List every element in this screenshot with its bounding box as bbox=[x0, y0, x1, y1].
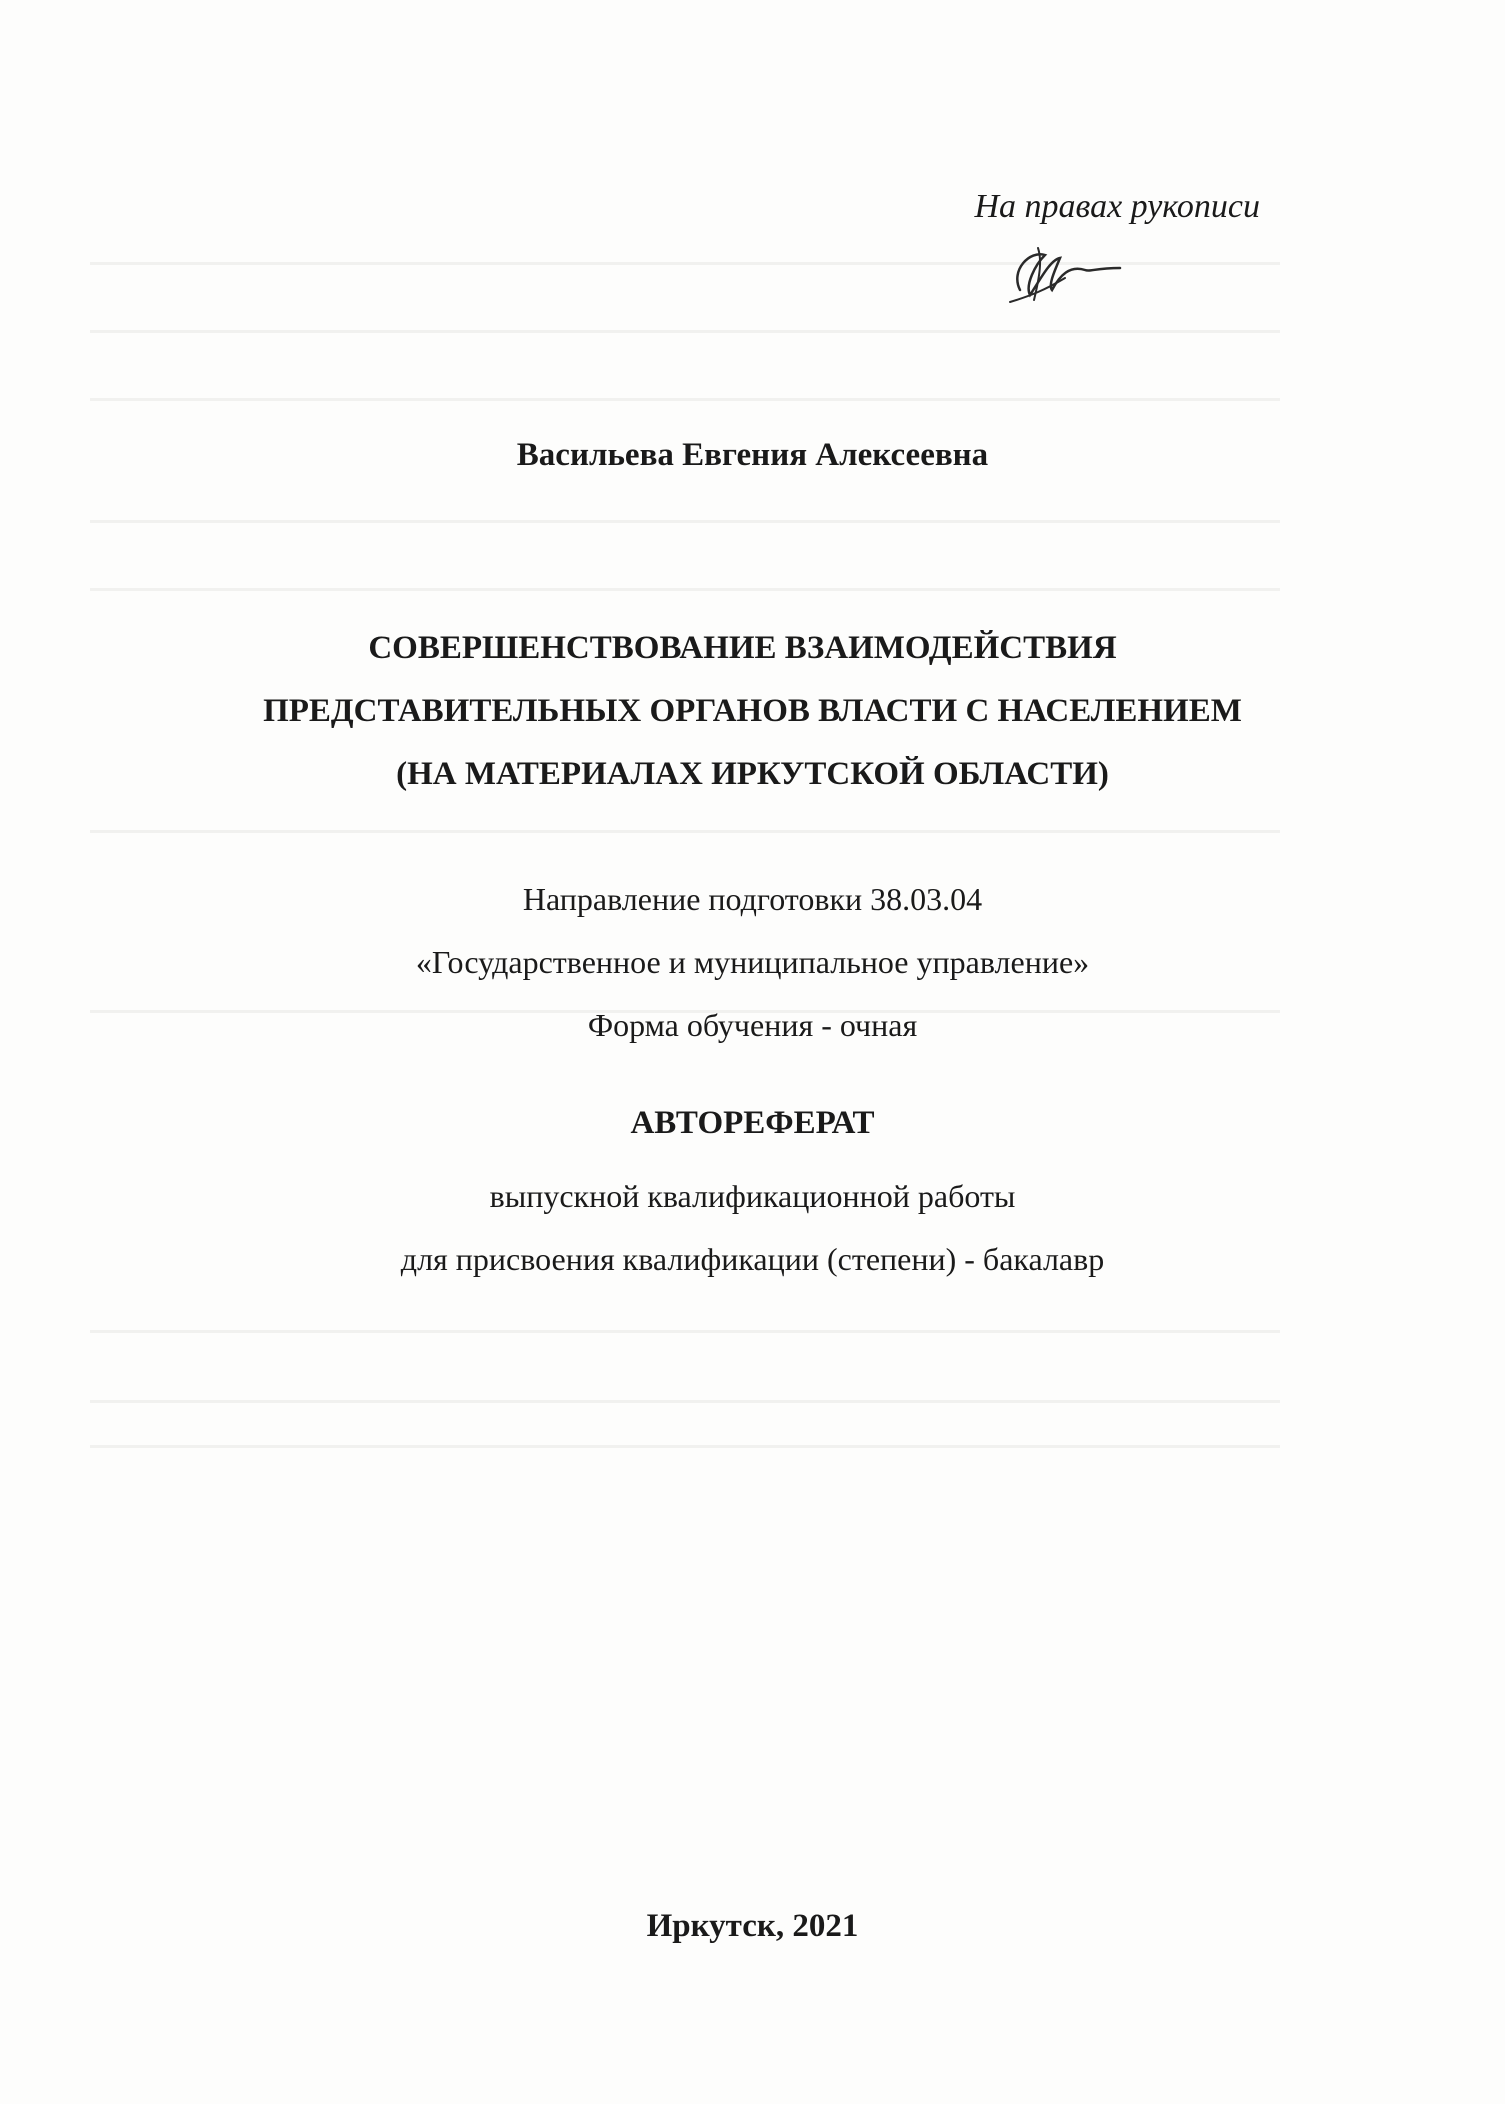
thesis-title bbox=[0, 617, 1505, 806]
show-through-line bbox=[90, 330, 1280, 333]
rights-note: На правах рукописи bbox=[974, 188, 1260, 225]
author-name: Васильева Евгения Алексеевна bbox=[516, 437, 989, 473]
show-through-line bbox=[90, 1330, 1280, 1333]
direction-program: «Государственное и муниципальное управление» bbox=[415, 944, 1090, 980]
show-through-line bbox=[90, 830, 1280, 833]
show-through-line bbox=[90, 1445, 1280, 1448]
city-year: Иркутск, 2021 bbox=[646, 1908, 859, 1944]
signature-icon bbox=[990, 230, 1140, 310]
direction-code: Направление подготовки 38.03.04 bbox=[522, 881, 983, 917]
abstract-description bbox=[0, 1165, 1505, 1291]
show-through-line bbox=[90, 520, 1280, 523]
abstract-line: для присвоения квалификации (степени) - бакалавр bbox=[400, 1241, 1105, 1277]
abstract-heading: АВТОРЕФЕРАТ bbox=[630, 1105, 875, 1141]
title-line: ПРЕДСТАВИТЕЛЬНЫХ ОРГАНОВ ВЛАСТИ С НАСЕЛЕНИЕМ bbox=[263, 693, 1242, 729]
show-through-line bbox=[90, 588, 1280, 591]
study-form: Форма обучения - очная bbox=[587, 1007, 918, 1043]
show-through-line bbox=[90, 1400, 1280, 1403]
show-through-line bbox=[90, 398, 1280, 401]
study-direction bbox=[0, 868, 1505, 1057]
title-line: (НА МАТЕРИАЛАХ ИРКУТСКОЙ ОБЛАСТИ) bbox=[396, 756, 1109, 792]
abstract-line: выпускной квалификационной работы bbox=[489, 1178, 1016, 1214]
title-line: СОВЕРШЕНСТВОВАНИЕ ВЗАИМОДЕЙСТВИЯ bbox=[368, 630, 1117, 666]
